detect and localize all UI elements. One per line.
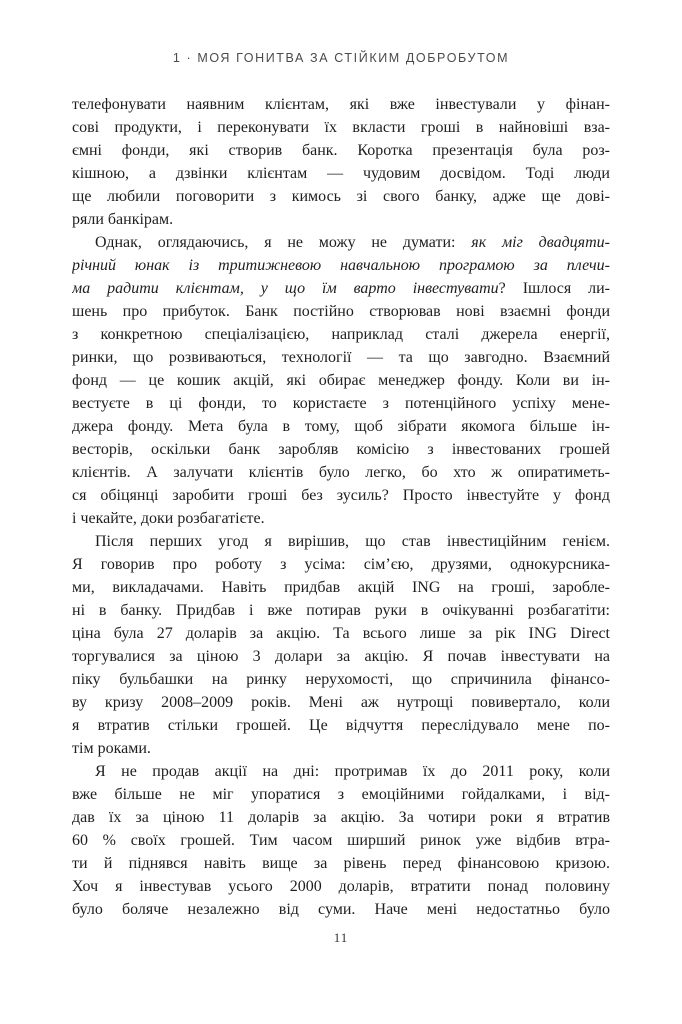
text-line <box>72 461 610 484</box>
text-run: ми, викладачами. Навіть придбав акцій ING на гроші, заробле- <box>72 579 610 596</box>
text-line <box>72 645 610 668</box>
text-line <box>72 898 610 921</box>
text-line <box>72 162 610 185</box>
text-run: і чекайте, доки розбагатієте. <box>72 510 265 527</box>
text-line <box>72 300 610 323</box>
text-line <box>72 392 610 415</box>
text-line <box>72 208 610 231</box>
text-line <box>72 484 610 507</box>
text-run: ? Ішлося ли- <box>498 280 610 297</box>
text-run: ні в банку. Придбав і вже потирав руки в очікуванні розбагатіти: <box>72 602 610 619</box>
text-line <box>72 576 610 599</box>
text-run: Після перших угод я вирішив, що став інвестиційним генієм. <box>95 533 610 550</box>
italic-text-run: ма радити клієнтам, у що їм варто інвестувати <box>72 280 499 297</box>
paragraph <box>72 760 610 921</box>
text-line <box>72 116 610 139</box>
text-line <box>72 231 610 254</box>
text-run: Однак, оглядаючись, я не можу не думати: <box>95 234 472 251</box>
text-run: вестуєте в ці фонди, то користаєте з потенційного успіху мене- <box>72 395 610 412</box>
text-line <box>72 323 610 346</box>
text-run: піку бульбашки на ринку нерухомості, що спричинила фінансо- <box>72 671 610 688</box>
text-run: ся обіцянці заробити гроші без зусиль? Просто інвестуйте у фонд <box>72 487 610 504</box>
text-line <box>72 852 610 875</box>
text-run: клієнтів. А залучати клієнтів було легко, бо хто ж опиратиметь- <box>72 464 610 481</box>
text-run: ринки, що розвиваються, технології — та що завгодно. Взаємний <box>72 349 610 366</box>
italic-text-run: як міг двадцяти- <box>471 234 610 251</box>
text-run: ву кризу 2008–2009 років. Мені аж нутрощі повивертало, коли <box>72 694 610 711</box>
text-line <box>72 530 610 553</box>
text-line <box>72 185 610 208</box>
text-run: кішною, а дзвінки клієнтам — чудовим досвідом. Тоді люди <box>72 165 610 182</box>
text-run: 60 % своїх грошей. Тим часом ширший ринок уже відбив втра- <box>72 832 610 849</box>
text-line <box>72 553 610 576</box>
text-line <box>72 369 610 392</box>
text-run: Я не продав акції на дні: протримав їх до 2011 року, коли <box>95 763 610 780</box>
paragraph <box>72 231 610 530</box>
text-run: ти й піднявся навіть вище за рівень перед фінансовою кризою. <box>72 855 610 872</box>
text-line <box>72 415 610 438</box>
text-run: ще любили поговорити з кимось зі свого банку, адже ще дові- <box>72 188 610 205</box>
page-body-text <box>72 93 610 921</box>
text-run: весторів, оскільки банк заробляв комісію з інвестованих грошей <box>72 441 610 458</box>
text-run: торгувалися за ціною 3 долари за акцію. Я почав інвестувати на <box>72 648 610 665</box>
text-run: вже більше не міг упоратися з емоційними гойдалками, і від- <box>72 786 610 803</box>
text-line <box>72 93 610 116</box>
text-run: дав їх за ціною 11 доларів за акцію. За чотири роки я втратив <box>72 809 610 826</box>
italic-text-run: річний юнак із тритижневою навчальною програмою за плечи- <box>72 257 610 274</box>
text-run: я втратив стільки грошей. Це відчуття переслідувало мене по- <box>72 717 610 734</box>
text-run: тім роками. <box>72 740 151 757</box>
text-line <box>72 438 610 461</box>
text-line <box>72 760 610 783</box>
text-run: сові продукти, і переконувати їх вкласти гроші в найновіші вза- <box>72 119 610 136</box>
text-run: ціна була 27 доларів за акцію. Та всього лише за рік ING Direct <box>72 625 610 642</box>
text-line <box>72 668 610 691</box>
text-run: Хоч я інвестував усього 2000 доларів, втратити понад половину <box>72 878 610 895</box>
text-run: було боляче незалежно від суми. Наче мені недостатньо було <box>72 901 610 918</box>
text-run: з конкретною спеціалізацією, наприклад сталі джерела енергії, <box>72 326 610 343</box>
text-line <box>72 783 610 806</box>
text-line <box>72 806 610 829</box>
text-run: Я говорив про роботу з усіма: сім’єю, друзями, однокурсника- <box>72 556 610 573</box>
text-line <box>72 277 610 300</box>
text-line <box>72 599 610 622</box>
text-line <box>72 714 610 737</box>
text-run: шень про прибуток. Банк постійно створював нові взаємні фонди <box>72 303 610 320</box>
text-run: джера фонду. Мета була в тому, щоб зібрати якомога більше ін- <box>72 418 610 435</box>
text-line <box>72 875 610 898</box>
paragraph <box>72 93 610 231</box>
text-line <box>72 346 610 369</box>
text-line <box>72 254 610 277</box>
text-run: ряли банкірам. <box>72 211 174 228</box>
text-line <box>72 737 610 760</box>
text-run: ємні фонди, які створив банк. Коротка презентація була роз- <box>72 142 610 159</box>
text-line <box>72 829 610 852</box>
text-run: телефонувати наявним клієнтам, які вже інвестували у фінан- <box>72 96 610 113</box>
running-header: 1 · МОЯ ГОНИТВА ЗА СТІЙКИМ ДОБРОБУТОМ <box>172 51 510 65</box>
text-line <box>72 507 610 530</box>
text-line <box>72 139 610 162</box>
text-line <box>72 691 610 714</box>
text-run: фонд — це кошик акцій, які обирає менеджер фонду. Коли ви ін- <box>72 372 610 389</box>
paragraph <box>72 530 610 760</box>
page-number: 11 <box>333 930 349 945</box>
text-line <box>72 622 610 645</box>
